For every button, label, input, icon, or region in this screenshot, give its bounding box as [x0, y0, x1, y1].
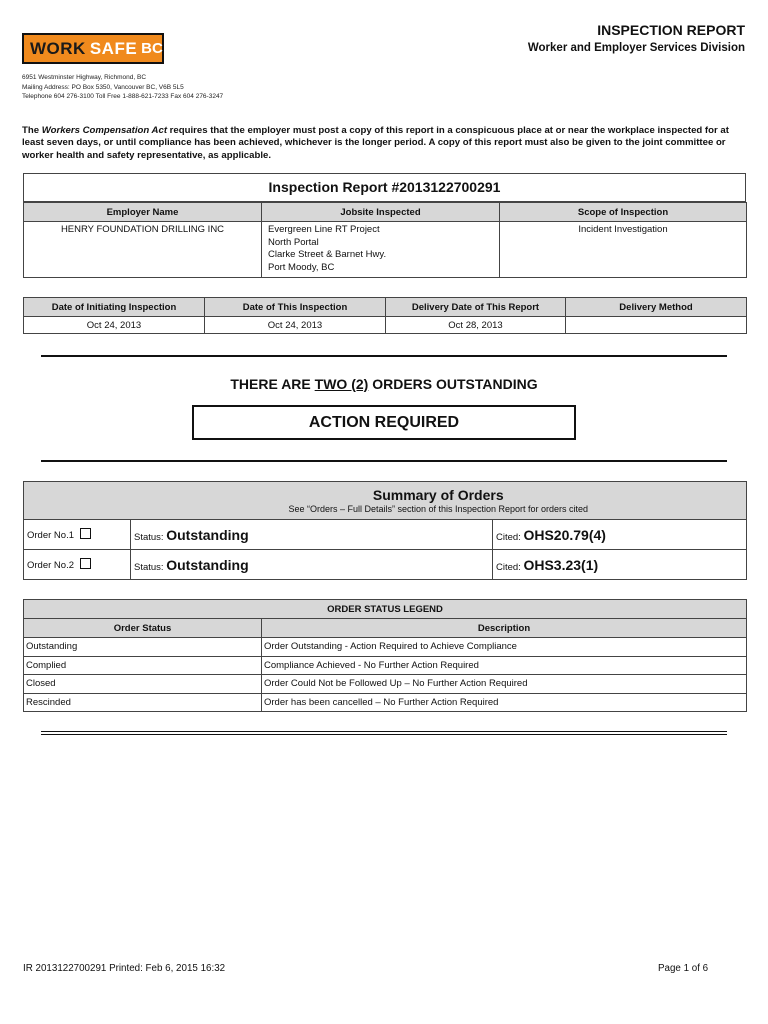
- cited-label: Cited:: [496, 531, 521, 543]
- inspection-date: Oct 24, 2013: [205, 317, 386, 334]
- legend-description: Order Outstanding - Action Required to Achieve Compliance: [262, 638, 747, 657]
- logo-word-safe: SAFE: [89, 38, 138, 58]
- order-cited-cell: [493, 550, 747, 580]
- worksafebc-logo: [22, 33, 164, 64]
- legend-status: Rescinded: [24, 693, 262, 712]
- inspection-date-header: Date of This Inspection: [205, 298, 386, 317]
- order-cited: OHS20.79(4): [523, 526, 606, 543]
- employer-name-header: Employer Name: [24, 203, 262, 222]
- delivery-date-header: Delivery Date of This Report: [386, 298, 566, 317]
- address-block: [22, 73, 223, 102]
- order-label-cell: [24, 550, 131, 580]
- order-number: Order No.2: [27, 560, 74, 571]
- legend-description-header: Description: [262, 619, 747, 638]
- cited-label: Cited:: [496, 561, 521, 573]
- scope-header: Scope of Inspection: [500, 203, 747, 222]
- legend-row: [24, 656, 747, 675]
- legend-row: [24, 675, 747, 694]
- order-status-cell: [131, 520, 493, 550]
- order-label-cell: [24, 520, 131, 550]
- telephone-line: Telephone 604 276-3100 Toll Free 1-888-621-7233 Fax 604 276-3247: [22, 93, 224, 100]
- footer-divider: [41, 731, 727, 732]
- initiating-date-header: Date of Initiating Inspection: [24, 298, 205, 317]
- scope-of-inspection: Incident Investigation: [500, 222, 747, 278]
- mailing-address-line: Mailing Address: PO Box 5350, Vancouver BC, V6B 5L5: [22, 83, 184, 91]
- outstanding-count: TWO (2): [314, 376, 369, 392]
- outstanding-prefix: THERE ARE: [230, 376, 315, 392]
- act-name: Workers Compensation Act: [41, 125, 168, 136]
- order-checkbox[interactable]: [80, 528, 91, 539]
- order-cited: OHS3.23(1): [523, 556, 599, 573]
- status-label: Status:: [134, 531, 164, 543]
- jobsite-line: North Portal: [268, 236, 319, 248]
- orders-outstanding-heading: [0, 376, 768, 392]
- jobsite-line: Clarke Street & Barnet Hwy.: [268, 249, 387, 260]
- order-checkbox[interactable]: [80, 558, 91, 569]
- jobsite-line: Port Moody, BC: [268, 261, 335, 273]
- delivery-method: [566, 317, 747, 334]
- outstanding-suffix: ORDERS OUTSTANDING: [368, 376, 538, 392]
- summary-header-spacer: [24, 482, 131, 520]
- address-line: 6951 Westminster Highway, Richmond, BC: [22, 74, 147, 81]
- summary-title: Summary of Orders: [372, 487, 504, 503]
- division-name: Worker and Employer Services Division: [527, 42, 745, 54]
- action-required-box: ACTION REQUIRED: [192, 405, 576, 440]
- logo-word-bc: BC: [141, 40, 163, 57]
- inspection-report-box: [23, 173, 746, 278]
- employer-name: HENRY FOUNDATION DRILLING INC: [24, 222, 262, 278]
- legend-description: Order has been cancelled – No Further Action Required: [262, 693, 747, 712]
- order-row: [24, 550, 747, 580]
- jobsite-inspected: [262, 222, 500, 278]
- delivery-method-header: Delivery Method: [566, 298, 747, 317]
- divider: [41, 460, 727, 462]
- legend-title: ORDER STATUS LEGEND: [24, 600, 747, 619]
- legend-status: Complied: [24, 656, 262, 675]
- legend-status-header: Order Status: [24, 619, 262, 638]
- notice-prefix: The: [22, 125, 42, 136]
- legend-status: Outstanding: [24, 638, 262, 657]
- summary-of-orders-table: [23, 481, 747, 580]
- divider: [41, 355, 727, 357]
- delivery-date: Oct 28, 2013: [386, 317, 566, 334]
- order-status-cell: [131, 550, 493, 580]
- order-status: Outstanding: [166, 526, 249, 543]
- page-number: Page 1 of 6: [658, 963, 709, 974]
- order-status-legend: [23, 599, 747, 712]
- initiating-date: Oct 24, 2013: [24, 317, 205, 334]
- order-number: Order No.1: [27, 530, 74, 541]
- footer-divider: [41, 734, 727, 735]
- jobsite-line: Evergreen Line RT Project: [268, 224, 380, 235]
- inspection-report-number: Inspection Report #2013122700291: [23, 173, 746, 202]
- legend-description: Order Could Not be Followed Up – No Further Action Required: [262, 675, 747, 694]
- logo-word-work: WORK: [24, 39, 90, 59]
- posting-notice: [22, 125, 742, 162]
- order-row: [24, 520, 747, 550]
- legend-description: Compliance Achieved - No Further Action Required: [262, 656, 747, 675]
- report-heading: INSPECTION REPORT: [597, 22, 745, 38]
- legend-row: [24, 638, 747, 657]
- jobsite-header: Jobsite Inspected: [262, 203, 500, 222]
- order-status: Outstanding: [166, 556, 249, 573]
- order-cited-cell: [493, 520, 747, 550]
- summary-subtitle: See “Orders – Full Details” section of this Inspection Report for orders cited: [288, 504, 589, 514]
- status-label: Status:: [134, 561, 164, 573]
- legend-row: [24, 693, 747, 712]
- summary-header: [131, 482, 747, 520]
- employer-table: [23, 202, 747, 278]
- print-info: IR 2013122700291 Printed: Feb 6, 2015 16:32: [23, 963, 226, 974]
- legend-status: Closed: [24, 675, 262, 694]
- dates-table: [23, 297, 747, 334]
- notice-text: requires that the employer must post a copy of this report in a conspicuous place at or near the workplace inspected for at least seven days, or until compliance has been achieved, whichever is the longer period. A copy of this report must also be given to the joint committee or worker health and safety representative, as applicable.: [22, 125, 729, 161]
